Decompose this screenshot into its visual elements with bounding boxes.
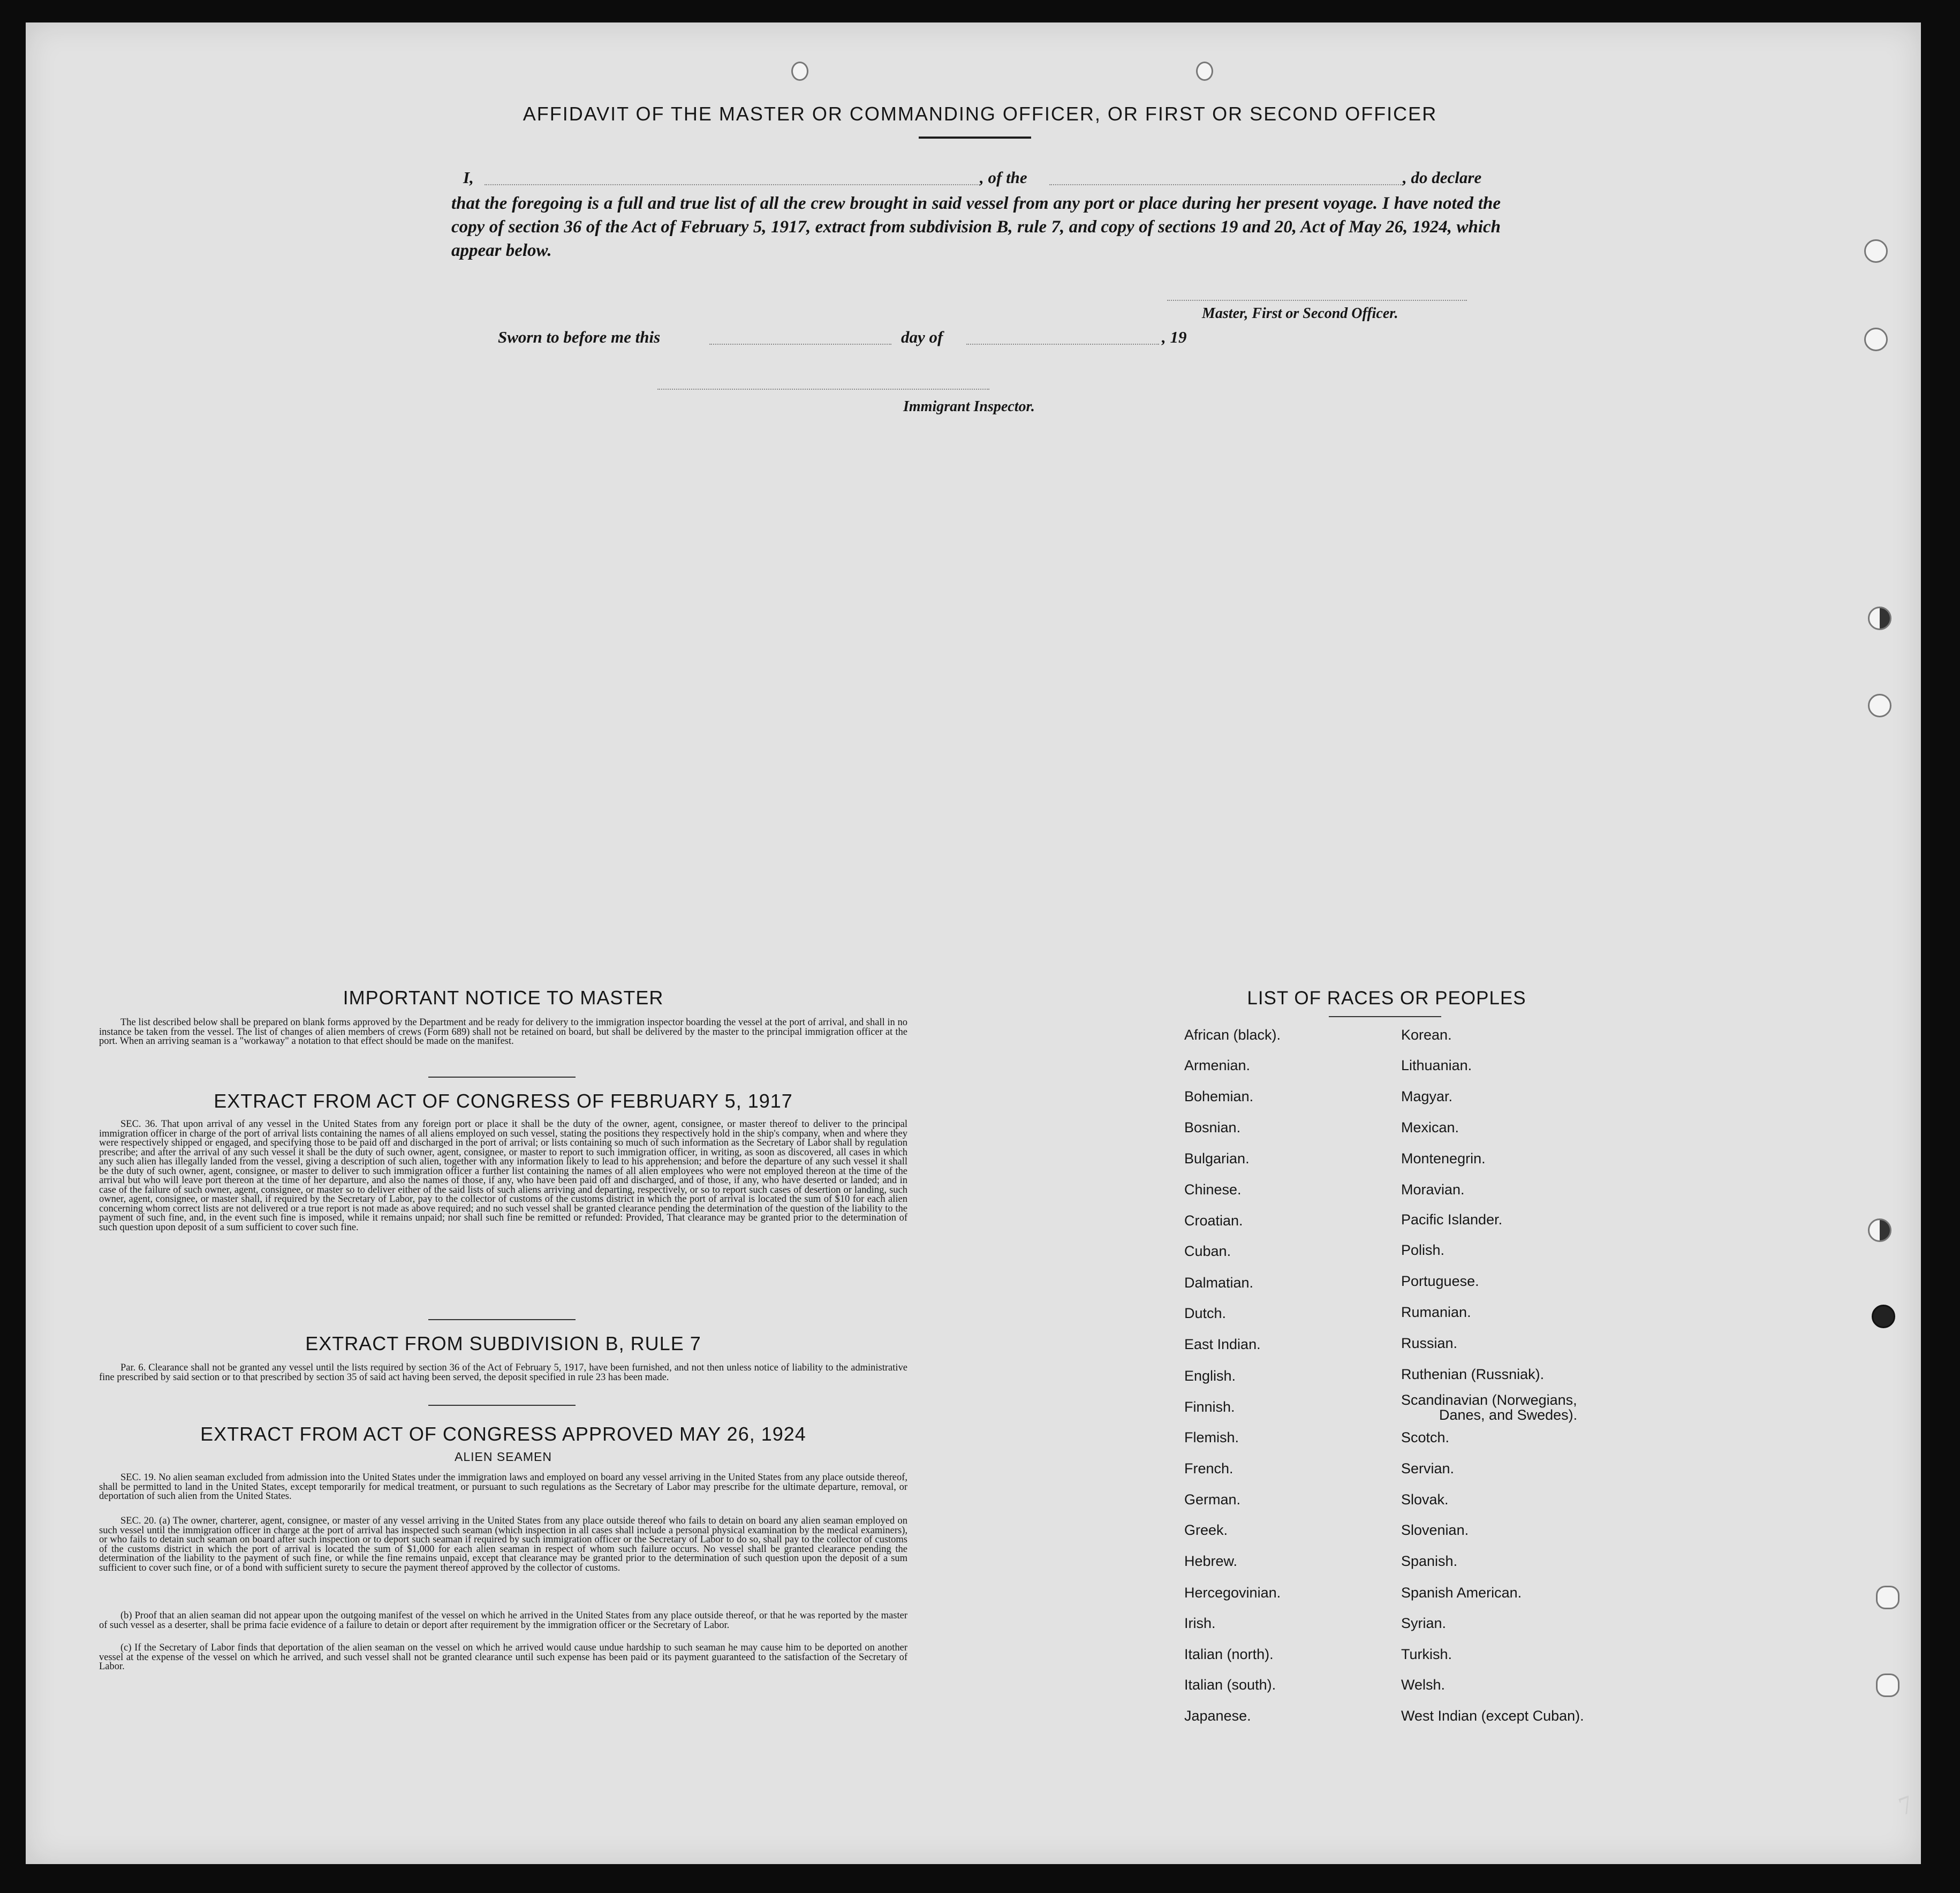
notice-title: IMPORTANT NOTICE TO MASTER	[343, 987, 664, 1009]
race-item: Slovak.	[1401, 1491, 1449, 1508]
race-item: German.	[1184, 1491, 1241, 1508]
race-item: Polish.	[1401, 1242, 1445, 1258]
inspector-label: Immigrant Inspector.	[903, 398, 1035, 415]
extract-1924-sec19: SEC. 19. No alien seaman excluded from admission into the United States under the immigration laws and employed on board any vessel arriving in the United States from any place outside thereof, shall be permitted to land in the United States, except temporarily for medical treatment, or pursuant to such regulations as the Secretary of Labor may prescribe for the ultimate departure, removal, or deportation of such alien from the United States.	[99, 1472, 907, 1502]
race-item: Greek.	[1184, 1522, 1228, 1538]
race-item: Flemish.	[1184, 1429, 1239, 1445]
race-item: Bohemian.	[1184, 1088, 1254, 1104]
race-item: Finnish.	[1184, 1399, 1235, 1415]
races-title-underline	[1329, 1016, 1441, 1017]
name-blank[interactable]	[485, 184, 980, 185]
notice-text: The list described below shall be prepared on blank forms approved by the Department and be ready for delivery to the immigration inspector boarding the vessel at the port of arrival, and shall in no instance be taken from the vessel. The list of changes of alien members of crews (Form 689) shall not be retained on board, but shall be delivered by the master to the principal immigration officer at the port. When an arriving seaman is a "workaway" a notation to that effect should be made on the manifest.	[99, 1017, 907, 1047]
race-item: Welsh.	[1401, 1677, 1446, 1693]
race-item: Scandinavian (Norwegians,	[1401, 1392, 1577, 1408]
extract-1917-divider	[428, 1319, 576, 1320]
punch-hole-5	[1868, 1218, 1891, 1242]
affidavit-paragraph: that the foregoing is a full and true list of all the crew brought in said vessel from any port or place during her present voyage. I have noted the copy of section 36 of the Act of February 5, 1917, extract from subdivision B, rule 7, and copy of sections 19 and 20, Act of May 26, 1924, which appear below.	[451, 194, 1501, 260]
race-item: French.	[1184, 1460, 1233, 1476]
race-item: Scotch.	[1401, 1429, 1450, 1445]
race-item: Croatian.	[1184, 1213, 1243, 1229]
race-item: Bosnian.	[1184, 1119, 1241, 1135]
extract-1917-title: EXTRACT FROM ACT OF CONGRESS OF FEBRUARY 5, 1917	[214, 1090, 793, 1112]
race-item: Pacific Islander.	[1401, 1211, 1503, 1228]
document-sheet	[26, 22, 1921, 1864]
day-of-label: day of	[901, 328, 943, 346]
race-item: Slovenian.	[1401, 1522, 1469, 1538]
race-item: Chinese.	[1184, 1182, 1242, 1198]
race-item: Syrian.	[1401, 1615, 1447, 1631]
margin-mark: 7	[1895, 1790, 1917, 1821]
punch-hole-1	[1864, 239, 1888, 263]
affidavit-of-the: , of the	[980, 168, 1027, 187]
races-title: LIST OF RACES OR PEOPLES	[1247, 988, 1526, 1009]
race-item: Danes, and Swedes).	[1439, 1407, 1578, 1423]
race-item: Portuguese.	[1401, 1273, 1479, 1289]
race-item: Irish.	[1184, 1615, 1216, 1631]
race-item: Magyar.	[1401, 1088, 1453, 1104]
race-item: Japanese.	[1184, 1708, 1251, 1724]
master-label: Master, First or Second Officer.	[1202, 305, 1398, 322]
affidavit-i: I,	[463, 168, 474, 187]
race-item: East Indian.	[1184, 1336, 1261, 1352]
sworn-label: Sworn to before me this	[498, 328, 661, 346]
race-item: Armenian.	[1184, 1057, 1251, 1073]
punch-hole-8	[1876, 1674, 1900, 1697]
race-item: Cuban.	[1184, 1243, 1231, 1259]
extract-1924-sec20c: (c) If the Secretary of Labor finds that deportation of the alien seaman on the vessel on which he arrived would cause undue hardship to such seaman he may cause him to be deported on another vessel at the expense of the vessel on which he arrived, and such vessel shall not be granted clearance until such expense has been paid or its payment guaranteed to the satisfaction of the Secretary of Labor.	[99, 1642, 907, 1672]
race-item: Lithuanian.	[1401, 1057, 1472, 1073]
punch-hole-6	[1872, 1305, 1895, 1328]
race-item: Bulgarian.	[1184, 1150, 1250, 1167]
extract-rule7-divider	[428, 1405, 576, 1406]
vessel-blank[interactable]	[1049, 184, 1403, 185]
affidavit-title: AFFIDAVIT OF THE MASTER OR COMMANDING OFFICER, OR FIRST OR SECOND OFFICER	[523, 103, 1437, 125]
affidavit-declare: , do declare	[1403, 168, 1482, 187]
race-item: Italian (south).	[1184, 1677, 1276, 1693]
extract-1924-sec20b: (b) Proof that an alien seaman did not appear upon the outgoing manifest of the vessel on which he arrived in the United States from any place outside thereof, or that he was reported by the master of such vessel as a deserter, shall be prima facie evidence of a failure to detain or deport after requirement by the immigration officer or the Secretary of Labor.	[99, 1610, 907, 1631]
extract-1924-title: EXTRACT FROM ACT OF CONGRESS APPROVED MAY 26, 1924	[200, 1423, 806, 1445]
punch-hole-3	[1868, 607, 1891, 630]
extract-1917-text: SEC. 36. That upon arrival of any vessel in the United States from any foreign port or place it shall be the duty of the owner, agent, consignee, or master thereof to deliver to the principal immigration officer in charge of the port of arrival lists containing the names of all aliens employed on such vessel, stating the positions they respectively hold in the ship's company, when and where they were respectively shipped or engaged, and specifying those to be paid off and discharged in the port of arrival; or lists containing so much of such information as the Secretary of Labor shall by regulation prescribe; and after the arrival of any such vessel it shall be the duty of such owner, agent, consignee, or master to report to such immigration officer, in writing, as soon as discovered, all cases in which any such alien has illegally landed from the vessel, giving a description of such alien, together with any information likely to lead to his apprehension; and before the departure of any such vessel it shall be the duty of such owner, agent, consignee, or master to deliver to such immigration officer a further list containing the names of all alien employees who were not employed thereon at the time of the arrival but who will leave port thereon at the time of her departure, and also the names of those, if any, who have been paid off and discharged, and of those, if any, who have deserted or landed; and in case of the failure of such owner, agent, consignee, or master so to deliver either of the said lists of such aliens arriving and departing, respectively, or so to report such cases of desertion or landing, such owner, agent, consignee, or master shall, if required by the Secretary of Labor, pay to the collector of customs of the customs district in which the port of arrival is located the sum of $10 for each alien concerning whom correct lists are not delivered or a true report is not made as above required; and no such vessel shall be granted clearance pending the determination of the question of the liability to the payment of such fine, and, in the event such fine is imposed, while it remains unpaid; nor shall such fine be remitted or refunded: Provided, That clearance may be granted prior to the determination of such question upon deposit of a sum sufficient to cover such fine.	[99, 1119, 907, 1233]
extract-rule7-title: EXTRACT FROM SUBDIVISION B, RULE 7	[305, 1332, 701, 1354]
punch-hole-4	[1868, 694, 1891, 717]
race-item: Korean.	[1401, 1027, 1452, 1043]
race-item: Moravian.	[1401, 1182, 1465, 1198]
race-item: Dalmatian.	[1184, 1275, 1254, 1291]
race-item: Dutch.	[1184, 1305, 1227, 1321]
sworn-day-blank[interactable]	[709, 344, 891, 345]
race-item: African (black).	[1184, 1027, 1281, 1043]
punch-hole-7	[1876, 1586, 1900, 1609]
master-signature-line[interactable]	[1167, 300, 1467, 301]
sworn-month-blank[interactable]	[966, 344, 1159, 345]
top-ring-hole-2	[1196, 62, 1213, 81]
race-item: Montenegrin.	[1401, 1150, 1486, 1167]
race-item: Italian (north).	[1184, 1646, 1274, 1662]
affidavit-title-underline	[919, 137, 1031, 139]
race-item: Hebrew.	[1184, 1553, 1238, 1569]
top-ring-hole-1	[791, 62, 808, 81]
race-item: Spanish.	[1401, 1553, 1458, 1569]
race-item: Spanish American.	[1401, 1585, 1522, 1601]
extract-1924-subtitle: ALIEN SEAMEN	[455, 1450, 552, 1464]
race-item: Ruthenian (Russniak).	[1401, 1366, 1545, 1382]
race-item: Russian.	[1401, 1335, 1458, 1351]
punch-hole-2	[1864, 328, 1888, 351]
race-item: Rumanian.	[1401, 1304, 1471, 1320]
race-item: Hercegovinian.	[1184, 1585, 1281, 1601]
extract-1924-sec20a: SEC. 20. (a) The owner, charterer, agent, consignee, or master of any vessel arriving in the United States from any place outside thereof who fails to detain on board any alien seaman employed on such vessel until the immigration officer in charge at the port of arrival has inspected such seaman (which inspection in all cases shall include a personal physical examination by the medical examiners), or who fails to detain such seaman on board after such inspection or to deport such seaman if required by such immigration officer or the Secretary of Labor to do so, shall pay to the collector of customs of the customs district in which the port of arrival is located the sum of $1,000 for each alien seaman in respect of whom such failure occurs. No vessel shall be granted clearance pending the determination of the liability to the payment of such fine, or while the fine remains unpaid, except that clearance may be granted prior to the determination of such question upon the deposit of a sum sufficient to cover such fine, or of a bond with sufficient surety to secure the payment thereof approved by the collector of customs.	[99, 1516, 907, 1573]
race-item: English.	[1184, 1368, 1236, 1384]
year-prefix: , 19	[1162, 328, 1187, 346]
race-item: Servian.	[1401, 1460, 1455, 1476]
race-item: West Indian (except Cuban).	[1401, 1708, 1584, 1724]
extract-rule7-text: Par. 6. Clearance shall not be granted any vessel until the lists required by section 36 of the Act of February 5, 1917, have been furnished, and not then unless notice of liability to the administrative fine prescribed by said section or to that prescribed by section 35 of said act having been served, the deposit specified in rule 23 has been made.	[99, 1362, 907, 1383]
race-item: Turkish.	[1401, 1646, 1452, 1662]
race-item: Mexican.	[1401, 1119, 1459, 1135]
notice-divider	[428, 1077, 576, 1078]
inspector-signature-line[interactable]	[657, 389, 989, 390]
